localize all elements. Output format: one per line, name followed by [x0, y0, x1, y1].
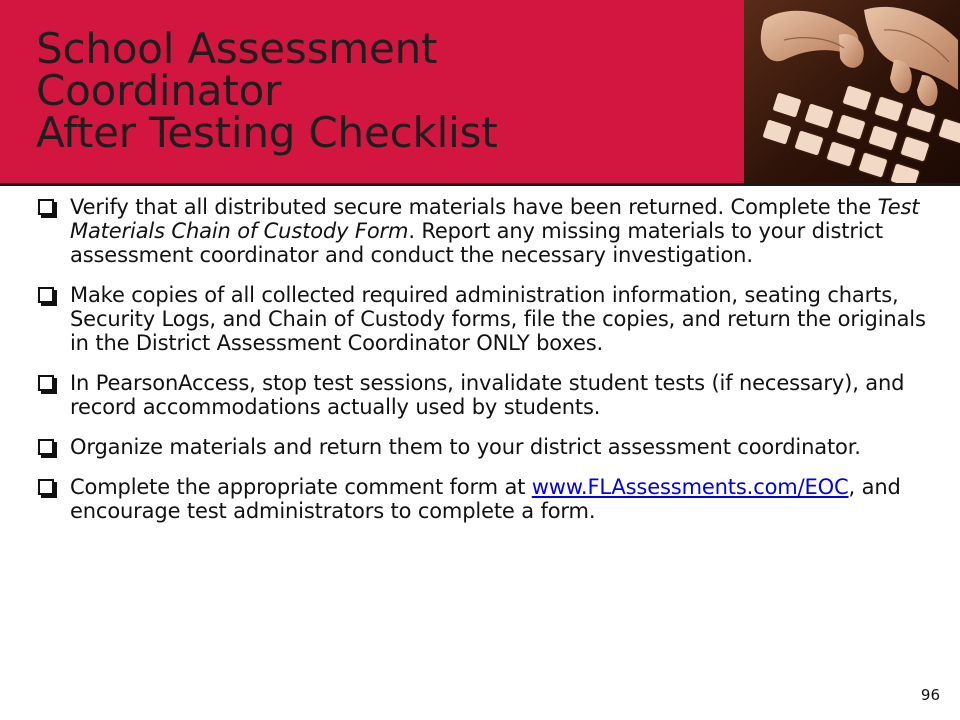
- title-line-3: After Testing Checklist: [36, 108, 498, 157]
- checklist-item: [36, 195, 941, 267]
- checkbox-icon: [38, 479, 54, 495]
- title-divider: [0, 183, 960, 186]
- checklist-item: [36, 371, 941, 419]
- checkbox-icon: [38, 439, 54, 455]
- item-italic-text: Test Materials Chain of Custody Form: [70, 195, 920, 243]
- title-line-2: Coordinator: [36, 66, 282, 115]
- checkbox-icon: [38, 287, 54, 303]
- keyboard-hands-photo: [744, 0, 960, 183]
- page-title: [36, 24, 498, 157]
- checklist: [36, 195, 941, 539]
- title-line-1: School Assessment: [36, 24, 438, 73]
- checkbox-icon: [38, 199, 54, 215]
- checklist-item: [36, 435, 941, 459]
- item-text: Complete the appropriate comment form at: [70, 475, 532, 499]
- checklist-item: [36, 475, 941, 523]
- item-text: Organize materials and return them to your district assessment coordinator.: [70, 435, 861, 459]
- title-band: [0, 0, 744, 183]
- checkbox-icon: [38, 375, 54, 391]
- eoc-comment-form-link[interactable]: www.FLAssessments.com/EOC: [531, 475, 849, 499]
- item-text: In PearsonAccess, stop test sessions, invalidate student tests (if necessary), and record accommodations actually used by students.: [70, 371, 905, 419]
- item-text: Verify that all distributed secure materials have been returned. Complete the: [70, 195, 878, 219]
- item-text-after: . Report any missing materials to your district assessment coordinator and conduct the necessary investigation.: [70, 219, 884, 267]
- checklist-item: [36, 283, 941, 355]
- page-number: 96: [920, 686, 940, 704]
- item-text-after: , and encourage test administrators to complete a form.: [70, 475, 901, 523]
- item-text: Make copies of all collected required administration information, seating charts, Security Logs, and Chain of Custody forms, file the copies, and return the originals in the District Assessment Coordinator ONLY boxes.: [70, 283, 926, 355]
